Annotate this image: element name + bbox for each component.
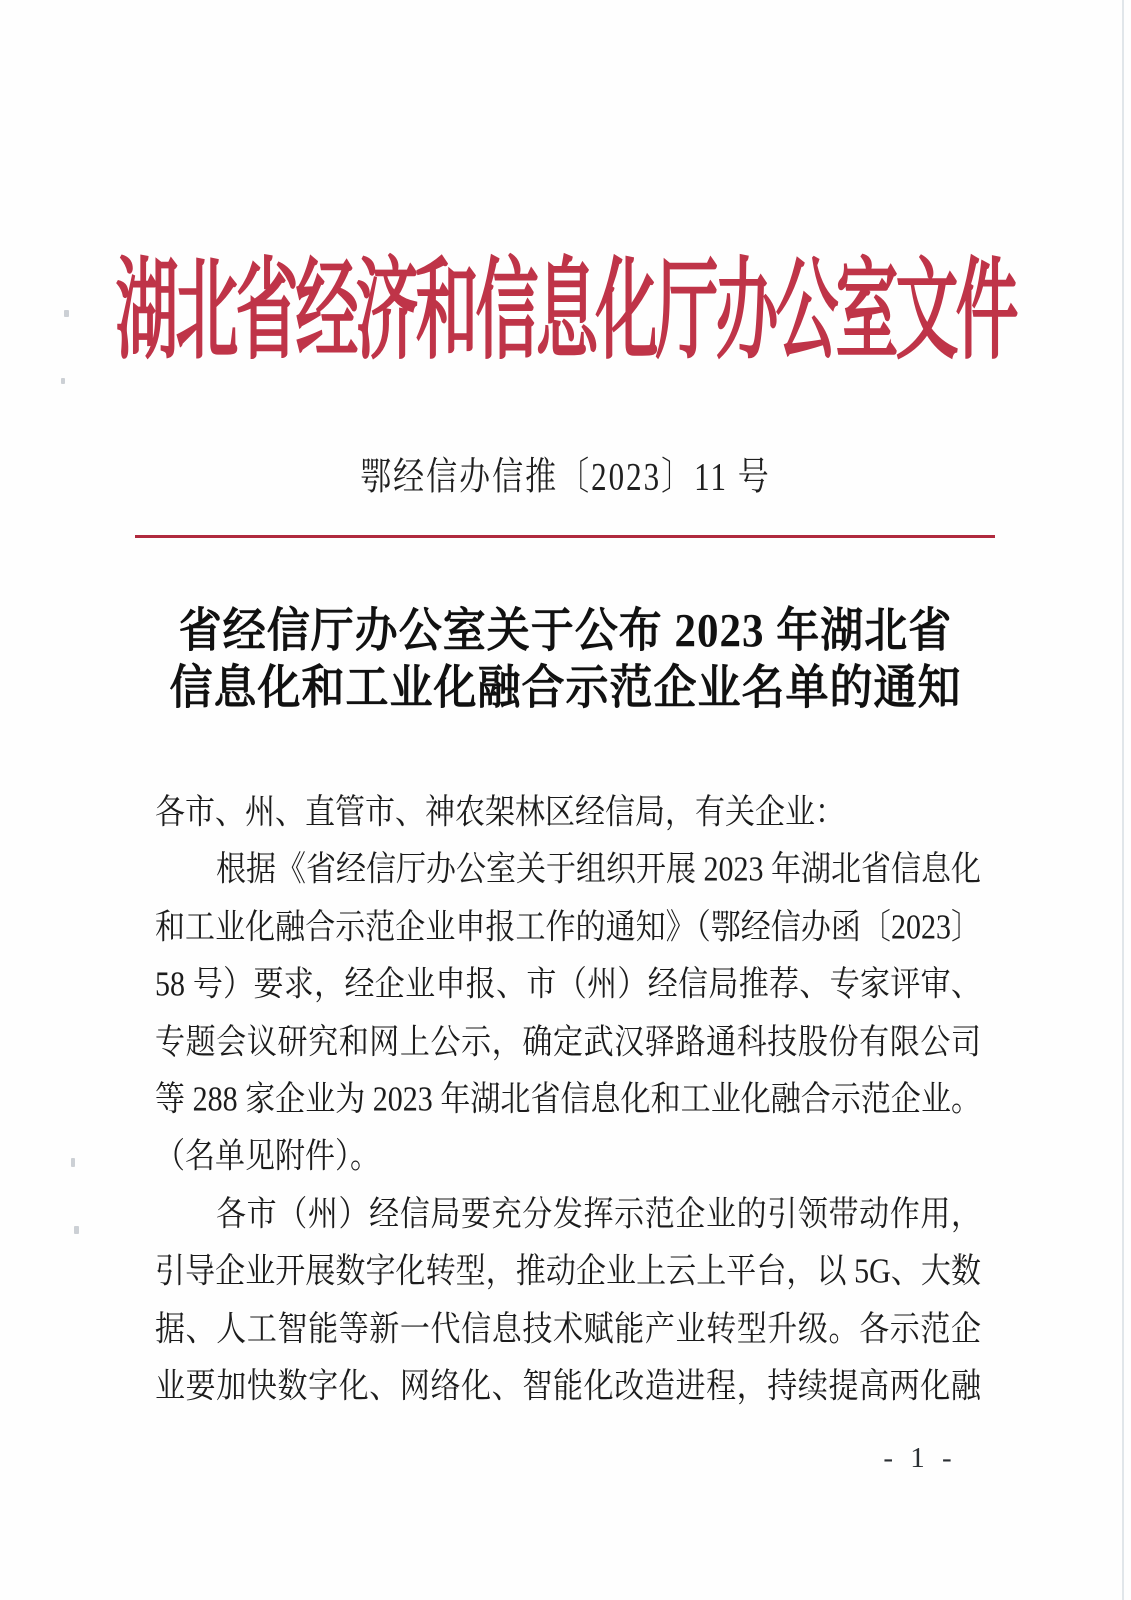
scan-speck bbox=[64, 310, 69, 317]
document-title bbox=[0, 603, 1131, 717]
document-title-line-1: 省经信厅办公室关于公布 2023 年湖北省 bbox=[178, 605, 953, 658]
body-line: 专题会议研究和网上公示，确定武汉驿路通科技股份有限公司 bbox=[155, 1022, 981, 1062]
document-number bbox=[0, 452, 1131, 502]
scan-speck bbox=[74, 1226, 79, 1234]
body-line: 和工业化融合示范企业申报工作的通知》（鄂经信办函〔2023〕 bbox=[155, 908, 981, 947]
red-divider-line bbox=[135, 535, 995, 538]
scan-speck bbox=[71, 1158, 75, 1167]
page-number: - 1 - bbox=[883, 1442, 957, 1474]
scan-speck bbox=[61, 378, 65, 384]
document-body bbox=[155, 784, 981, 1415]
body-line: 等 288 家企业为 2023 年湖北省信息化和工业化融合示范企业。 bbox=[155, 1080, 981, 1119]
body-line: 58 号）要求，经企业申报、市（州）经信局推荐、专家评审、 bbox=[155, 965, 981, 1004]
body-line: 根据《省经信厅办公室关于组织开展 2023 年湖北省信息化 bbox=[216, 850, 981, 889]
scan-edge-artifact bbox=[1122, 0, 1124, 1600]
document-number-text: 鄂经信办信推〔2023〕11 号 bbox=[360, 454, 771, 499]
body-line: 各市（州）经信局要充分发挥示范企业的引领带动作用， bbox=[216, 1195, 981, 1234]
body-line-addressees: 各市、州、直管市、神农架林区经信局，有关企业： bbox=[155, 793, 845, 832]
document-title-line-2: 信息化和工业化融合示范企业名单的通知 bbox=[169, 662, 962, 715]
body-line: 据、人工智能等新一代信息技术赋能产业转型升级。各示范企 bbox=[155, 1309, 981, 1349]
body-line: 业要加快数字化、网络化、智能化改造进程，持续提高两化融 bbox=[155, 1367, 981, 1406]
letterhead bbox=[0, 250, 1131, 375]
body-line: （名单见附件）。 bbox=[155, 1137, 380, 1176]
letterhead-text: 湖北省经济和信息化厅办公室文件 bbox=[115, 250, 1016, 373]
body-line: 引导企业开展数字化转型，推动企业上云上平台，以 5G、大数 bbox=[155, 1252, 981, 1291]
